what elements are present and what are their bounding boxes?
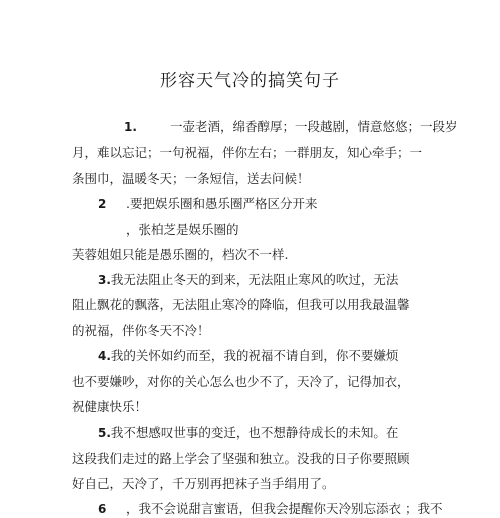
item-4-line-2: 也不要嫌吵，对你的关心怎么也少不了，天冷了，记得加衣， (72, 374, 410, 389)
item-5-number: 5. (98, 426, 111, 440)
item-3-line-2: 阻止飘花的飘落，无法阻止寒冷的降临，但我可以用我最温馨 (72, 297, 410, 312)
document-title: 形容天气冷的搞笑句子 (160, 71, 340, 91)
item-5-line-3: 好自己，天冷了，千万别再把袜子当手绢用了。 (72, 476, 335, 491)
item-4-text-1: 我的关怀如约而至，我的祝福不请自到，你不要嫌烦 (110, 348, 399, 363)
item-2-number: 2 (98, 197, 107, 211)
item-1-text-1: 一壶老酒，绵香醇厚；一段越剧，情意悠悠；一段岁 (170, 119, 458, 134)
item-2-line-3: 芙蓉姐姐只能是愚乐圈的，档次不一样. (72, 247, 289, 262)
item-3-text-1: 我无法阻止冬天的到来，无法阻止寒风的吹过，无法 (110, 272, 399, 287)
item-5-text-1: 我不想感叹世事的变迁，也不想静待成长的未知。在 (110, 425, 399, 440)
item-3-line-3: 的祝福，伴你冬天不冷！ (72, 323, 210, 338)
item-5-line-2: 这段我们走过的路上学会了坚强和独立。没我的日子你要照顾 (72, 451, 410, 466)
item-4-line-3: 祝健康快乐！ (72, 399, 148, 414)
item-3-line-1 (72, 272, 398, 288)
item-3-number: 3. (98, 273, 111, 287)
item-1-line-3: 条围巾，温暖冬天；一条短信，送去问候！ (72, 171, 310, 186)
item-6-number: 6 (98, 502, 107, 516)
item-2-line-2 (72, 222, 239, 238)
item-5-line-1 (72, 425, 398, 441)
item-2-line-1 (72, 196, 317, 212)
item-6-line-1 (72, 501, 442, 517)
item-2-text-2: ，张柏芝是娱乐圈的 (126, 222, 239, 237)
item-1-number: 1. (124, 120, 137, 134)
item-4-number: 4. (98, 349, 111, 363)
item-1-line-2: 月，难以忘记；一句祝福，伴你左右；一群朋友，知心牵手；一 (72, 145, 423, 160)
item-6-text-1: ，我不会说甜言蜜语，但我会提醒你天冷别忘添衣 ；我不 (126, 501, 443, 516)
item-1-line-1 (72, 119, 458, 135)
item-2-text-1: .要把娱乐圈和愚乐圈严格区分开来 (126, 196, 318, 211)
item-4-line-1 (72, 348, 398, 364)
